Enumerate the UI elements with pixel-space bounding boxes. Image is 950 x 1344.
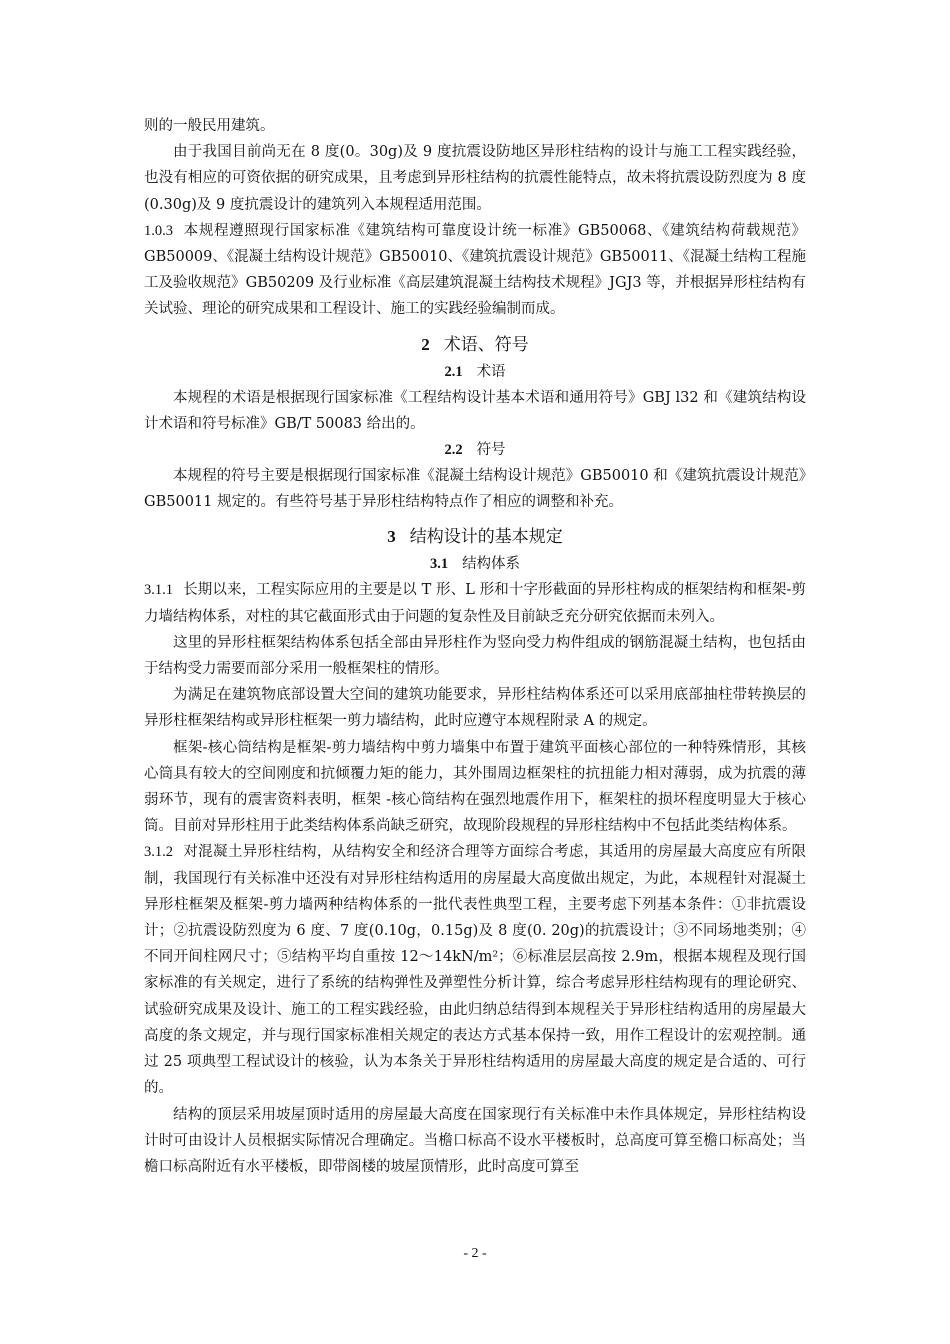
section-title: 结构体系 [462, 556, 521, 573]
page-number: - 2 - [463, 1246, 487, 1261]
chapter-2-heading [144, 331, 806, 359]
page-body [144, 113, 806, 1180]
section-3-1-heading [144, 551, 806, 577]
paragraph-3-1-2-a: 结构的顶层采用坡屋顶时适用的房屋最大高度在国家现行有关标准中未作具体规定，异形柱结构设计时可由设计人员根据实际情况合理确定。当檐口标高不设水平楼板时，总高度可算至檐口标高处；当檐口标高附近有水平楼板，即带阁楼的坡屋顶情形，此时高度可算至 [144, 1106, 806, 1175]
clause-text: 本规程遵照现行国家标准《建筑结构可靠度设计统一标准》GB50068、《建筑结构荷载规范》GB50009、《混凝土结构设计规范》GB50010、《建筑抗震设计规范》GB50011、《混凝土结构工程施工及验收规范》GB50209 及行业标准《高层建筑混凝土结构技术规程》JGJ3 等，并根据异形柱结构有关试验、理论的研究成果和工程设计、施工的实践经验编制而成。 [144, 222, 806, 318]
paragraph-3-1-1-a: 这里的异形柱框架结构体系包括全部由异形柱作为竖向受力构件组成的钢筋混凝土结构，也包括由于结构受力需要而部分采用一般框架柱的情形。 [144, 634, 806, 678]
chapter-number: 2 [421, 334, 430, 354]
clause-number: 3.1.1 [144, 582, 173, 599]
clause-number: 3.1.2 [144, 844, 173, 861]
clause-text: 长期以来，工程实际应用的主要是以 T 形、L 形和十字形截面的异形柱构成的框架结构和框架-剪力墙结构体系，对柱的其它截面形式由于问题的复杂性及目前缺乏充分研究依据而未列入。 [144, 582, 806, 625]
section-number: 3.1 [429, 556, 449, 573]
paragraph-2: 由于我国目前尚无在 8 度(0。30g)及 9 度抗震设防地区异形柱结构的设计与施工工程实践经验，也没有相应的可资依据的研究成果，且考虑到异形柱结构的抗震性能特点，故未将抗震设防烈度为 8 度(0.30g)及 9 度抗震设计的建筑列入本规程适用范围。 [144, 144, 806, 213]
section-number: 2.2 [444, 442, 463, 459]
chapter-3-heading [144, 523, 806, 551]
clause-3-1-1 [144, 577, 806, 629]
chapter-title: 结构设计的基本规定 [409, 527, 563, 548]
section-2-1-heading [144, 359, 806, 385]
paragraph-2-1: 本规程的术语是根据现行国家标准《工程结构设计基本术语和通用符号》GBJ l32 和《建筑结构设计术语和符号标准》GB/T 50083 给出的。 [144, 389, 806, 432]
section-2-2-heading [144, 437, 806, 463]
clause-text: 对混凝土异形柱结构，从结构安全和经济合理等方面综合考虑，其适用的房屋最大高度应有所限制，我国现行有关标准中还没有对异形柱结构适用的房屋最大高度做出规定，为此，本规程针对混凝土异形柱框架及框架-剪力墙两种结构体系的一批代表性典型工程，主要考虑下列基本条件：①非抗震设计；②抗震设防烈度为 6 度、7 度(0.10g，0.15g)及 8 度(0. 20g)的抗震设计；③不同场地类别；④不同开间柱网尺寸；⑤结构平均自重按 12～14kN/m²；⑥标准层层高按 2.9m，根据本规程及现行国家标准的有关规定，进行了系统的结构弹性及弹塑性分析计算，综合考虑异形柱结构现有的理论研究、试验研究成果及设计、施工的工程实践经验，由此归纳总结得到本规程关于异形柱结构适用的房屋最大高度的条文规定，并与现行国家标准相关规定的表达方式基本保持一致，用作工程设计的宏观控制。通过 25 项典型工程试设计的核验，认为本条关于异形柱结构适用的房屋最大高度的规定是合适的、可行的。 [144, 844, 806, 1097]
paragraph-3-1-1-c: 框架-核心筒结构是框架-剪力墙结构中剪力墙集中布置于建筑平面核心部位的一种特殊情形，其核心筒具有较大的空间刚度和抗倾覆力矩的能力，其外围周边框架柱的抗扭能力相对薄弱，成为抗震的薄弱环节，现有的震害资料表明，框架 -核心筒结构在强烈地震作用下，框架柱的损坏程度明显大于核心筒。目前对异形柱用于此类结构体系尚缺乏研究，故现阶段规程的异形柱结构中不包括此类结构体系。 [144, 739, 806, 835]
section-number: 2.1 [444, 363, 463, 380]
chapter-number: 3 [387, 527, 396, 547]
clause-1-0-3 [144, 218, 806, 323]
clause-3-1-2 [144, 839, 806, 1101]
section-title: 符号 [476, 442, 506, 459]
paragraph-3-1-1-b: 为满足在建筑物底部设置大空间的建筑功能要求，异形柱结构体系还可以采用底部抽柱带转换层的异形柱框架结构或异形柱框架一剪力墙结构，此时应遵守本规程附录 A 的规定。 [144, 687, 806, 730]
paragraph-2-2: 本规程的符号主要是根据现行国家标准《混凝土结构设计规范》GB50010 和《建筑抗震设计规范》GB50011 规定的。有些符号基于异形柱结构特点作了相应的调整和补充。 [144, 468, 806, 511]
paragraph-1: 则的一般民用建筑。 [144, 118, 275, 134]
section-title: 术语 [476, 363, 506, 380]
clause-number: 1.0.3 [144, 222, 173, 239]
chapter-title: 术语、符号 [443, 334, 529, 355]
